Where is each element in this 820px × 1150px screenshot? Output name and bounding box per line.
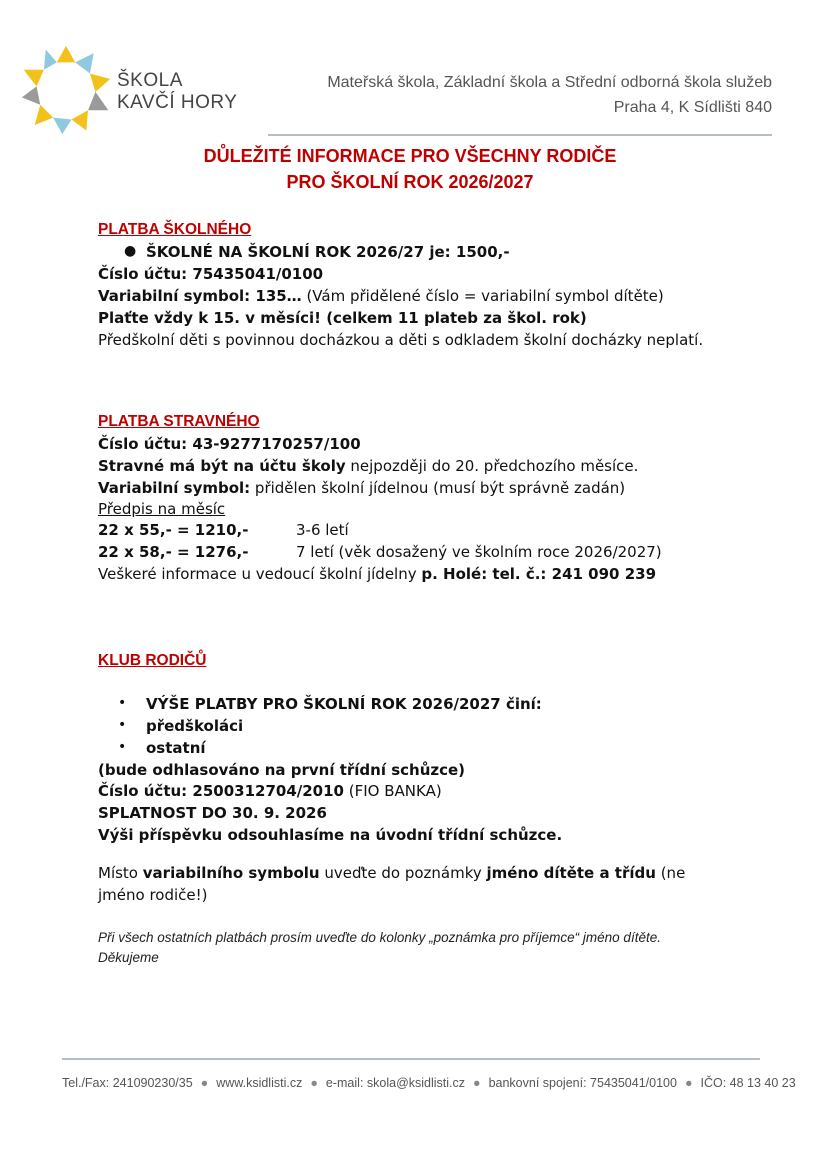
club-vote-note: (bude odhlasováno na první třídní schůzce) — [98, 761, 466, 779]
tuition-heading: PLATBA ŠKOLNÉHO — [98, 221, 252, 238]
header-divider — [268, 134, 772, 136]
club-payment-note — [98, 862, 722, 906]
page-title-line-2: PRO ŠKOLNÍ ROK 2026/2027 — [286, 172, 534, 192]
club-bullet-3: ostatní — [146, 739, 206, 757]
footer-separator-icon: ● — [200, 1076, 209, 1090]
tuition-account: Číslo účtu: 75435041/0100 — [98, 265, 324, 283]
meals-heading: PLATBA STRAVNÉHO — [98, 413, 260, 430]
meals-due-bold: Stravné má být na účtu školy — [98, 457, 346, 475]
meals-monthly-label: Předpis na měsíc — [98, 500, 226, 518]
club-account-number: Číslo účtu: 2500312704/2010 — [98, 782, 344, 800]
logo-line-2: KAVČÍ HORY — [117, 92, 238, 113]
school-name: Mateřská škola, Základní škola a Střední odborná škola služeb — [327, 74, 772, 91]
tuition-vs-note: (Vám přidělené číslo = variabilní symbol dítěte) — [301, 287, 664, 305]
meals-row-2-calc: 22 x 58,- = 1276,- — [98, 543, 249, 561]
club-note-part-3: (ne jméno rodiče!) — [98, 864, 686, 904]
footer-divider — [62, 1058, 760, 1060]
page-title-line-1: DŮLEŽITÉ INFORMACE PRO VŠECHNY RODIČE — [203, 146, 617, 166]
tuition-exempt-note: Předškolní děti s povinnou docházkou a děti s odkladem školní docházky neplatí. — [98, 331, 704, 349]
footer-contact — [62, 1076, 796, 1090]
footer-separator-icon: ● — [684, 1076, 693, 1090]
meals-vs-rest: přidělen školní jídelnou (musí být správně zadán) — [250, 479, 626, 497]
club-bullet-1: VÝŠE PLATBY PRO ŠKOLNÍ ROK 2026/2027 činí: — [146, 695, 542, 713]
club-agree: Výši příspěvku odsouhlasíme na úvodní třídní schůzce. — [98, 826, 563, 844]
footer-separator-icon: ● — [310, 1076, 318, 1090]
bullet-icon: • — [118, 695, 127, 711]
club-due: SPLATNOST DO 30. 9. 2026 — [98, 804, 327, 822]
meals-row-1-calc: 22 x 55,- = 1210,- — [98, 521, 249, 539]
meals-row-2-age: 7 letí (věk dosažený ve školním roce 2026/2027) — [296, 543, 662, 561]
footer-separator-icon: ● — [473, 1076, 481, 1090]
footer-web-link[interactable]: www.ksidlisti.cz — [216, 1076, 303, 1090]
meals-due — [98, 457, 638, 475]
footer-email[interactable]: e-mail: skola@ksidlisti.cz — [325, 1076, 466, 1090]
school-address: Praha 4, K Sídlišti 840 — [613, 99, 772, 116]
school-logo-icon — [20, 44, 112, 136]
logo-line-1: ŠKOLA — [117, 70, 183, 91]
tuition-amount: ŠKOLNÉ NA ŠKOLNÍ ROK 2026/27 je: 1500,- — [146, 243, 510, 261]
footer-phone: Tel./Fax: 241090230/35 — [62, 1076, 193, 1090]
meals-row-1-age: 3-6 letí — [296, 521, 349, 539]
meals-account: Číslo účtu: 43-9277170257/100 — [98, 435, 361, 453]
club-heading: KLUB RODIČŮ — [98, 652, 207, 669]
footer-ico: IČO: 48 13 40 23 — [700, 1076, 796, 1090]
club-account-bank: (FIO BANKA) — [343, 782, 442, 800]
meals-vs-label: Variabilní symbol: — [98, 479, 251, 497]
club-account — [98, 782, 442, 800]
bullet-icon: • — [118, 739, 127, 755]
club-italic-note: Při všech ostatních platbách prosím uveďte do kolonky „poznámka pro příjemce“ jméno dítěte. Děkujeme — [98, 930, 661, 965]
meals-info-text: Veškeré informace u vedoucí školní jídelny — [98, 565, 422, 583]
meals-info — [98, 565, 656, 583]
tuition-pay-note: Plaťte vždy k 15. v měsíci! (celkem 11 plateb za škol. rok) — [98, 309, 587, 327]
club-note-part-2: uveďte do poznámky — [319, 864, 487, 882]
tuition-vs-label: Variabilní symbol: 135… — [98, 287, 302, 305]
bullet-icon: ● — [124, 243, 137, 259]
club-bullet-2: předškoláci — [146, 717, 244, 735]
meals-due-rest: nejpozději do 20. předchozího měsíce. — [345, 457, 639, 475]
club-note-bold-1: variabilního symbolu — [142, 864, 320, 882]
meals-variable-symbol — [98, 479, 625, 497]
tuition-variable-symbol — [98, 287, 664, 305]
club-note-bold-2: jméno dítěte a třídu — [486, 864, 656, 882]
meals-info-contact: p. Holé: tel. č.: 241 090 239 — [421, 565, 657, 583]
footer-bank: bankovní spojení: 75435041/0100 — [488, 1076, 677, 1090]
logo-wordmark — [117, 70, 237, 114]
club-note-part-1: Místo — [98, 864, 143, 882]
bullet-icon: • — [118, 717, 127, 733]
